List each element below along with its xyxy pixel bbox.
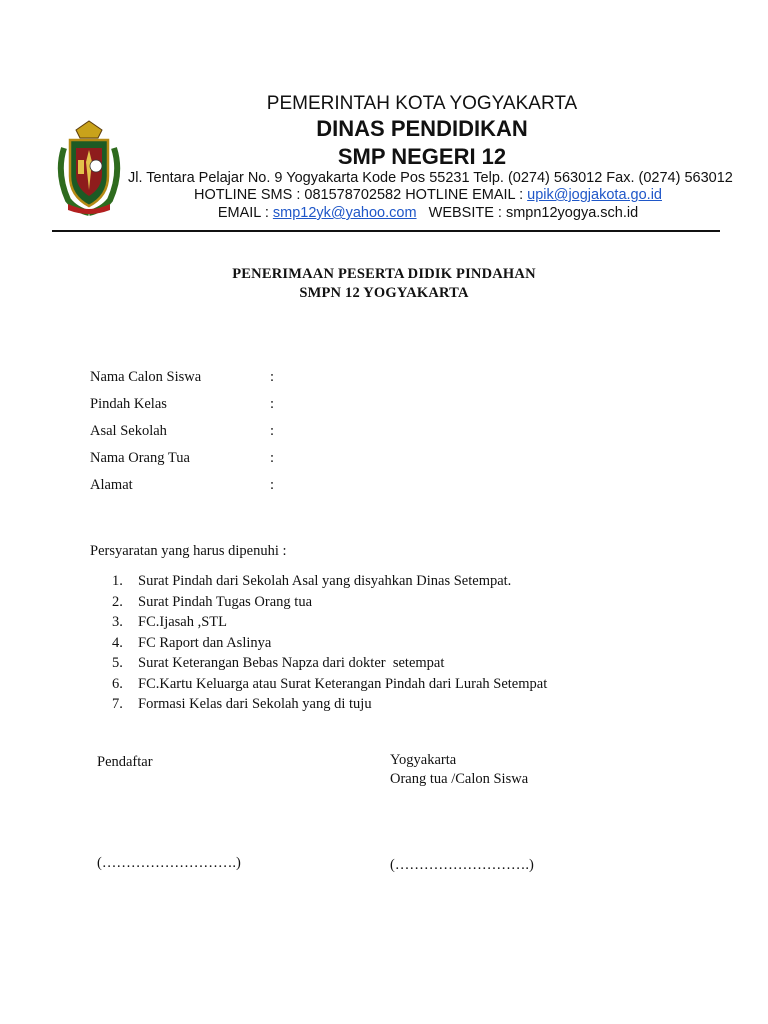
field-colon: : (270, 423, 275, 439)
requirement-number: 7. (112, 696, 123, 712)
requirement-item (112, 696, 732, 717)
requirement-number: 2. (112, 593, 123, 610)
letterhead-department: DINAS PENDIDIKAN (316, 116, 528, 141)
letterhead-school: SMP NEGERI 12 (337, 144, 507, 169)
requirement-item (112, 635, 732, 656)
field-label-asal-sekolah: Asal Sekolah (90, 423, 167, 439)
requirement-text: FC.Ijasah ,STL (138, 614, 228, 630)
field-label-alamat: Alamat (90, 477, 133, 493)
requirement-item (112, 676, 732, 697)
letterhead-government: PEMERINTAH KOTA YOGYAKARTA (266, 93, 578, 114)
field-colon: : (270, 450, 275, 466)
field-colon: : (270, 396, 275, 412)
field-label-nama-calon-siswa: Nama Calon Siswa (90, 369, 202, 385)
field-colon: : (270, 369, 275, 385)
letterhead-hotline (128, 187, 728, 203)
requirement-number: 1. (112, 573, 123, 589)
requirements-heading: Persyaratan yang harus dipenuhi : (90, 543, 287, 559)
requirement-text: FC.Kartu Keluarga atau Surat Keterangan Pindah dari Lurah Setempat (138, 675, 548, 692)
yogyakarta-city-crest-icon (54, 118, 124, 218)
requirement-number: 5. (112, 655, 123, 671)
document-title: PENERIMAAN PESERTA DIDIK PINDAHAN (232, 266, 536, 282)
requirement-text: FC Raport dan Aslinya (138, 634, 272, 651)
requirement-item (112, 573, 732, 594)
requirement-item (112, 594, 732, 615)
hotline-email-link[interactable]: upik@jogjakota.go.id (527, 187, 662, 203)
signature-right-place: Yogyakarta (390, 752, 457, 768)
field-colon: : (270, 477, 275, 493)
document-subtitle: SMPN 12 YOGYAKARTA (299, 285, 469, 301)
requirement-number: 6. (112, 675, 123, 692)
letterhead-address: Jl. Tentara Pelajar No. 9 Yogyakarta Kode Pos 55231 Telp. (0274) 563012 Fax. (0274) 563012 (128, 170, 733, 186)
signature-right-blank: (……………………….) (390, 857, 534, 873)
signature-right-label: Orang tua /Calon Siswa (390, 771, 529, 787)
requirement-item (112, 655, 732, 676)
signature-left-blank: (……………………….) (97, 855, 241, 871)
requirements-list (112, 573, 732, 717)
school-email-link[interactable]: smp12yk@yahoo.com (272, 205, 417, 221)
requirement-text: Formasi Kelas dari Sekolah yang di tuju (138, 696, 372, 712)
field-label-pindah-kelas: Pindah Kelas (90, 396, 167, 412)
letterhead-divider (52, 230, 720, 232)
requirement-number: 4. (112, 634, 123, 651)
field-label-nama-orang-tua: Nama Orang Tua (90, 450, 190, 466)
signature-left-label: Pendaftar (97, 754, 153, 770)
letterhead-email (128, 205, 728, 221)
website-text: WEBSITE : smpn12yogya.sch.id (416, 205, 639, 221)
email-label: EMAIL : (217, 205, 273, 221)
requirement-text: Surat Keterangan Bebas Napza dari dokter setempat (138, 655, 445, 671)
requirement-text: Surat Pindah dari Sekolah Asal yang disyahkan Dinas Setempat. (138, 573, 512, 589)
requirement-text: Surat Pindah Tugas Orang tua (138, 593, 312, 610)
requirement-number: 3. (112, 614, 123, 630)
hotline-text: HOTLINE SMS : 081578702582 HOTLINE EMAIL : (194, 187, 528, 203)
requirement-item (112, 614, 732, 635)
